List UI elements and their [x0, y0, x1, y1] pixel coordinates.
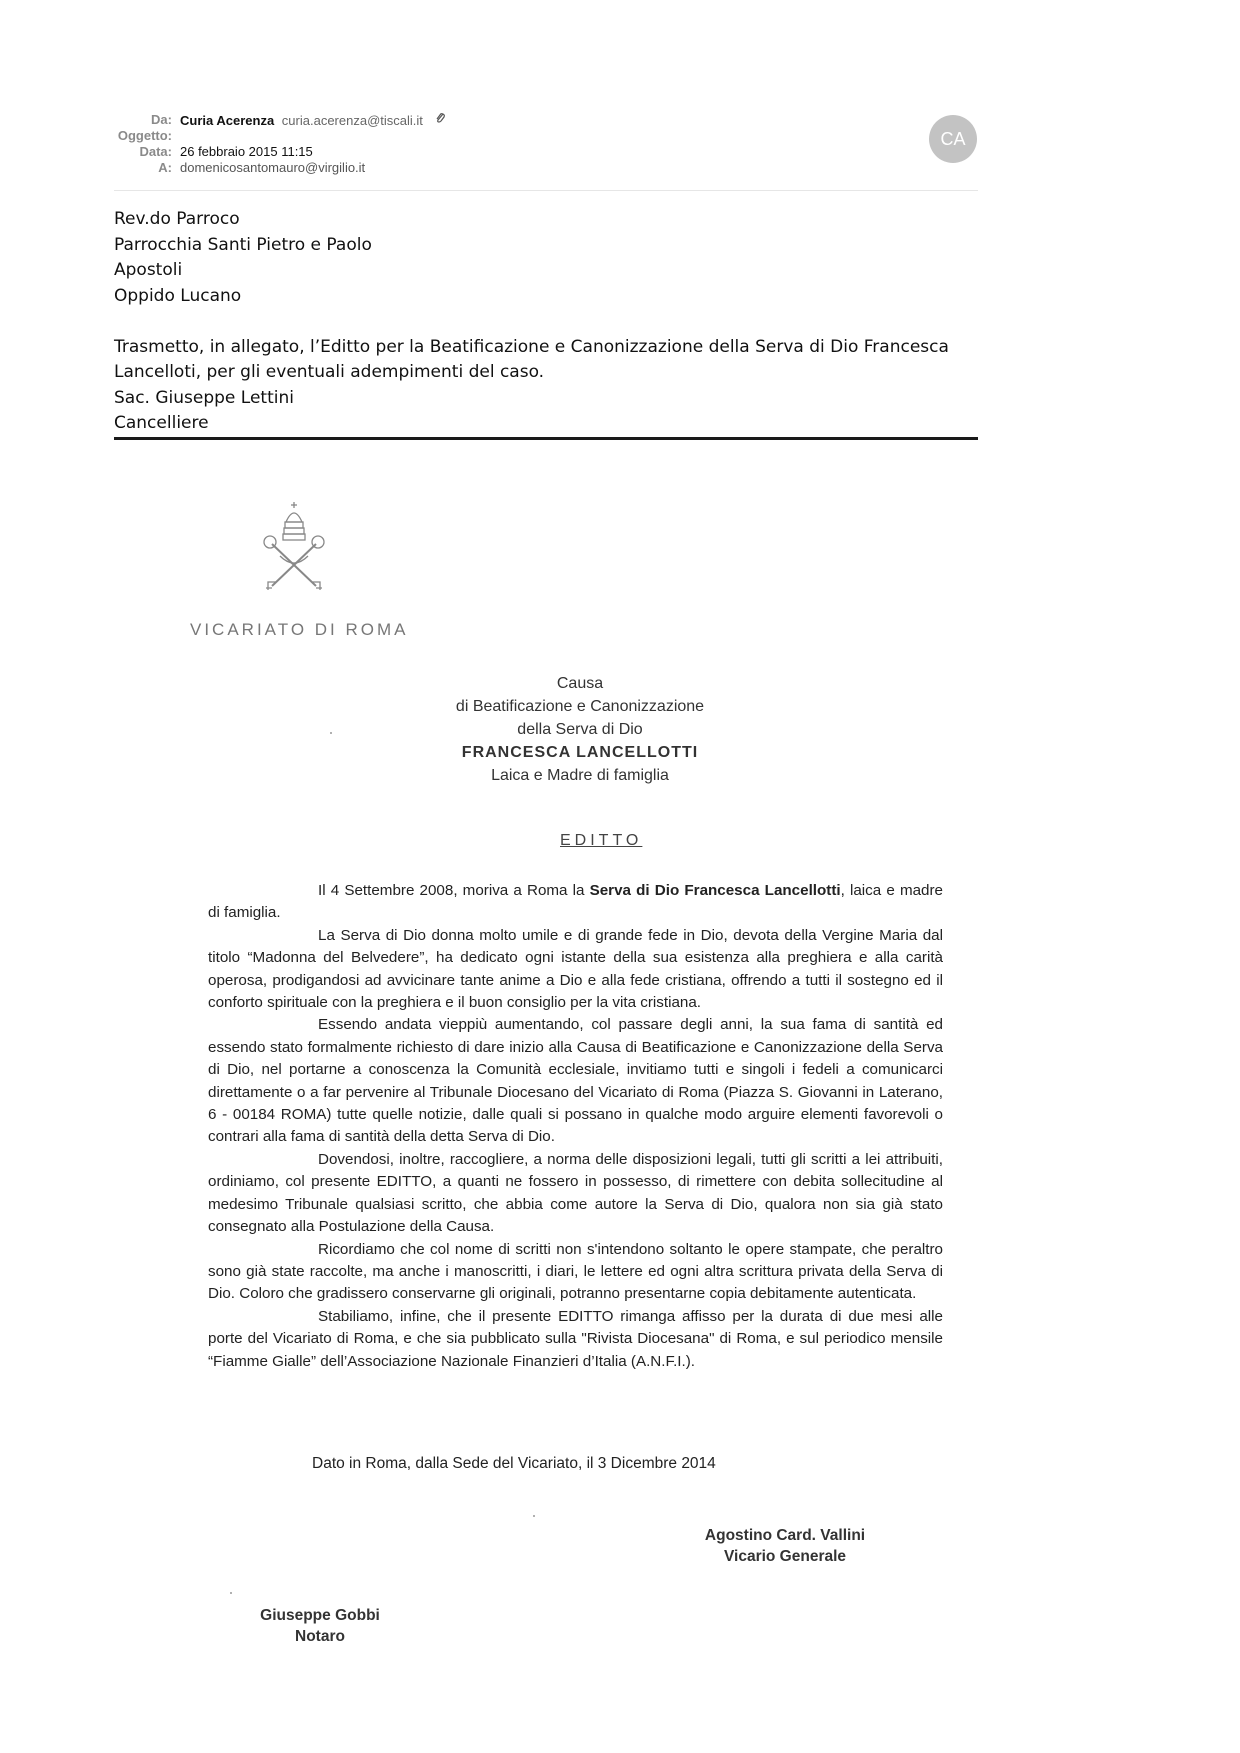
signer-1-name: Agostino Card. Vallini: [704, 1527, 866, 1544]
recipient-line-1: Rev.do Parroco: [114, 209, 240, 229]
scan-speck: [230, 1592, 232, 1594]
paragraph-5: Ricordiamo che col nome di scritti non s'intendono soltanto le opere stampate, che peraltro sono già state raccolte, ma anche i manoscritti, i diari, le lettere ed ogni altra scrittura privata della Serva di Dio. Coloro che gradissero conservarne gli originali, potranno presentarne copia debitamente autenticata.: [208, 1240, 943, 1303]
from-value: [180, 112, 446, 129]
servant-name-bold: Serva di Dio Francesca Lancellotti: [589, 882, 841, 899]
sender-name[interactable]: Curia Acerenza: [180, 113, 275, 128]
signer-1-title: Vicario Generale: [723, 1548, 847, 1565]
causa-heading: [440, 672, 720, 787]
header-divider: [114, 190, 978, 191]
papal-keys-emblem-icon: [258, 500, 330, 596]
paragraph-2: La Serva di Dio donna molto umile e di grande fede in Dio, devota della Vergine Maria dal titolo “Madonna del Belvedere”, ha dedicato ogni istante della sua esistenza alla preghiera e alla carità operosa, prodigandosi ad avvicinare tante anime a Dio e alla fede cristiana, offrendo a tutti il sostegno ed il conforto spirituale con la preghiera e il buon consiglio per la vita cristiana.: [208, 926, 943, 1012]
paragraph-6: Stabiliamo, infine, che il presente EDITTO rimanga affisso per la durata di due mesi alle porte del Vicariato di Roma, e che sia pubblicato sulla "Rivista Diocesana" di Roma, e sul periodico mensile “Fiamme Gialle” dell’Associazione Nazionale Finanzieri d’Italia (A.N.F.I.).: [208, 1307, 943, 1370]
servant-name: FRANCESCA LANCELLOTTI: [461, 744, 699, 761]
edict-text: [208, 880, 943, 1373]
scan-speck: [533, 1515, 535, 1517]
servant-role: Laica e Madre di famiglia: [491, 767, 669, 784]
sender-signature: Sac. Giuseppe Lettini: [114, 387, 294, 408]
causa-line-3: della Serva di Dio: [517, 721, 643, 738]
signer-2-title: Notaro: [295, 1628, 345, 1645]
sender-email[interactable]: curia.acerenza@tiscali.it: [281, 113, 423, 128]
causa-line-2: di Beatificazione e Canonizzazione: [455, 698, 705, 715]
paragraph-4: Dovendosi, inoltre, raccogliere, a norma delle disposizioni legali, tutti gli scritti a lei attribuiti, ordiniamo, col presente EDITTO, a quanti ne fossero in possesso, di rimettere con debita sollecitudine al medesimo Tribunale qualsiasi scritto, che abbia come autore la Serva di Dio, qualora non sia già stato consegnato alla Postulazione della Causa.: [208, 1150, 943, 1236]
signer-2-name: Giuseppe Gobbi: [260, 1607, 380, 1624]
edict-title: EDITTO: [560, 832, 643, 849]
office-name: VICARIATO DI ROMA: [190, 620, 409, 639]
recipient-line-4: Oppido Lucano: [114, 285, 242, 306]
paragraph-3: Essendo andata vieppiù aumentando, col passare degli anni, la sua fama di santità ed essendo stato formalmente richiesto di dare inizio alla Causa di Beatificazione e Canonizzazione della Serva di Dio, nel portarne a conoscenza la Comunità ecclesiale, invitiamo tutti e singoli i fedeli a comunicarci direttamente o a far pervenire al Tribunale Diocesano del Vicariato di Roma (Piazza S. Giovanni in Laterano, 6 - 00184 ROMA) tutte quelle notizie, dalle quali si possano in qualche modo arguire elementi favorevoli o contrari alla fama di santità della detta Serva di Dio.: [208, 1016, 943, 1146]
avatar[interactable]: CA: [929, 115, 977, 163]
signature-vicar: [680, 1525, 890, 1567]
to-label: A:: [158, 160, 172, 175]
message-line-1: Trasmetto, in allegato, l’Editto per la Beatificazione e Canonizzazione della Serva di Dio Francesca: [114, 336, 949, 357]
date-label: Data:: [139, 144, 172, 159]
to-value[interactable]: domenicosantomauro@virgilio.it: [180, 160, 366, 175]
recipient-line-2: Parrocchia Santi Pietro e Paolo: [114, 234, 372, 255]
paperclip-icon[interactable]: [435, 113, 446, 128]
message-line-2: Lancelloti, per gli eventuali adempimenti del caso.: [114, 362, 545, 382]
scan-speck: [330, 732, 332, 734]
subject-label: Oggetto:: [117, 128, 172, 143]
signature-notary: [245, 1605, 395, 1647]
paragraph-1: Il 4 Settembre 2008, moriva a Roma la Serva di Dio Francesca Lancellotti, laica e madre di famiglia.: [208, 882, 944, 922]
body-divider: [114, 437, 978, 440]
date-place: Dato in Roma, dalla Sede del Vicariato, il 3 Dicembre 2014: [312, 1455, 716, 1472]
causa-line-1: Causa: [556, 675, 604, 692]
sender-title: Cancelliere: [114, 413, 209, 433]
date-value: 26 febbraio 2015 11:15: [180, 144, 313, 159]
from-label: Da:: [151, 112, 172, 127]
recipient-line-3: Apostoli: [114, 260, 183, 280]
